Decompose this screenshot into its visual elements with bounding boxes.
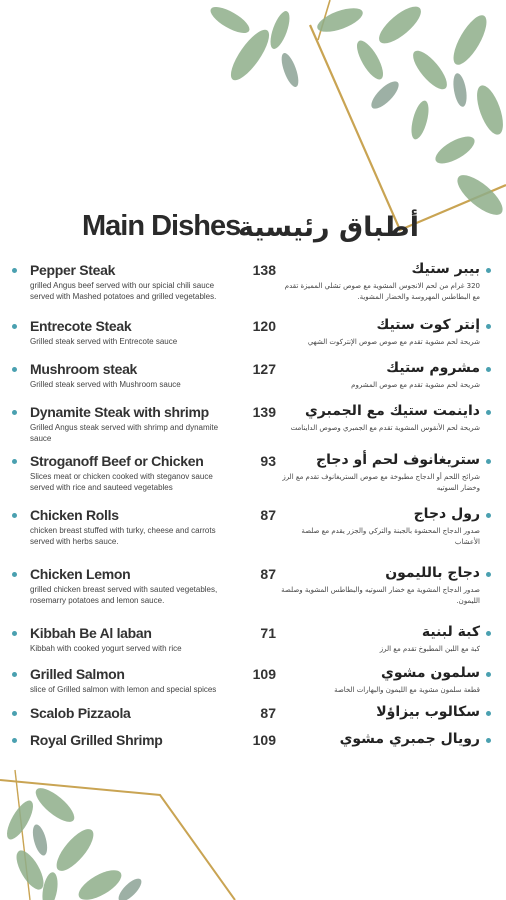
bullet-icon <box>12 410 17 415</box>
dish-description-english: slice of Grilled salmon with lemon and special spices <box>30 685 217 694</box>
dish-name-arabic: دجاج بالليمون <box>385 565 480 581</box>
dish-price: 138 <box>252 262 276 278</box>
dish-price: 139 <box>252 404 276 420</box>
bullet-icon <box>486 572 491 577</box>
dish-description-arabic: صدور الدجاج المحشوة بالجبنة والتركي والجزر يقدم مع صلصة الأعشاب <box>301 527 480 546</box>
bullet-icon <box>12 459 17 464</box>
dish-name-arabic: داينمت ستيك مع الجمبري <box>304 403 480 419</box>
dish-name-arabic: سكالوب بيزاؤلا <box>376 704 480 720</box>
bullet-icon <box>486 367 491 372</box>
bullet-icon <box>486 459 491 464</box>
dish-name-english: Pepper Steak <box>30 262 116 278</box>
dish-name-english: Chicken Rolls <box>30 507 119 523</box>
dish-name-arabic: ستريغانوف لحم أو دجاج <box>316 452 480 468</box>
bullet-icon <box>486 738 491 743</box>
dish-name-arabic: كبة لبنية <box>421 624 480 640</box>
dish-description-arabic: قطعة سلمون مشوية مع الليمون والبهارات الخاصة <box>334 686 480 694</box>
dish-name-arabic: رويال جمبري مشوي <box>339 731 480 747</box>
dish-name-english: Mushroom steak <box>30 361 138 377</box>
leaf-frame-decoration-bottom <box>0 760 250 900</box>
dish-description-arabic: 320 غرام من لحم الانجوس المشوية مع صوص تشلي المميزة تقدم مع البطاطس المهروسة والخضار المشوية. <box>284 282 480 301</box>
bullet-icon <box>486 324 491 329</box>
dish-name-english: Stroganoff Beef or Chicken <box>30 453 204 469</box>
dish-name-english: Grilled Salmon <box>30 666 125 682</box>
bullet-icon <box>486 711 491 716</box>
dish-name-arabic: سلمون مشوي <box>381 665 480 681</box>
bullet-icon <box>486 410 491 415</box>
dish-name-english: Entrecote Steak <box>30 318 132 334</box>
bullet-icon <box>486 268 491 273</box>
dish-name-english: Chicken Lemon <box>30 566 131 582</box>
bullet-icon <box>12 738 17 743</box>
title-arabic: أطباق رئيسية <box>238 212 419 243</box>
bullet-icon <box>12 268 17 273</box>
dish-name-english: Scalob Pizzaola <box>30 705 131 721</box>
dish-price: 93 <box>260 453 276 469</box>
dish-name-english: Dynamite Steak with shrimp <box>30 404 209 420</box>
dish-price: 127 <box>252 361 276 377</box>
dish-price: 109 <box>252 732 276 748</box>
dish-description-english: chicken breast stuffed with turky, cheese and carrots served with herbs sauce. <box>30 526 216 546</box>
bullet-icon <box>12 631 17 636</box>
bullet-icon <box>486 672 491 677</box>
dish-name-english: Royal Grilled Shrimp <box>30 732 163 748</box>
dish-price: 87 <box>260 507 276 523</box>
dish-price: 120 <box>252 318 276 334</box>
dish-description-arabic: صدور الدجاج المشوية مع خضار السوتيه والبطاطس المشوية وصلصة الليمون. <box>281 586 480 605</box>
dish-name-arabic: رول دجاج <box>413 506 480 522</box>
title-english: Main Dishes <box>82 210 241 242</box>
dish-name-english: Kibbah Be Al laban <box>30 625 152 641</box>
dish-description-arabic: شرائح اللحم أو الدجاج مطبوخة مع صوص الستريغانوف تقدم مع الرز وخضار السوتيه <box>282 473 480 492</box>
bullet-icon <box>12 572 17 577</box>
dish-description-english: Kibbah with cooked yogurt served with rice <box>30 644 182 653</box>
dish-name-arabic: مشروم ستيك <box>386 360 480 376</box>
bullet-icon <box>12 367 17 372</box>
bullet-icon <box>486 631 491 636</box>
dish-description-arabic: كبة مع اللبن المطبوخ تقدم مع الرز <box>379 645 480 653</box>
dish-price: 109 <box>252 666 276 682</box>
dish-description-english: Grilled steak served with Entrecote sauce <box>30 337 178 346</box>
dish-description-english: Slices meat or chicken cooked with steganov sauce served with rice and sauteed vegetables <box>30 472 213 492</box>
dish-name-arabic: إنتر كوت ستيك <box>376 317 480 333</box>
dish-price: 87 <box>260 566 276 582</box>
dish-description-english: grilled Angus beef served with our spicial chili sauce served with Mashed potatoes and grilled vegetables. <box>30 281 217 301</box>
dish-description-english: Grilled Angus steak served with shrimp and dynamite sauce <box>30 423 219 443</box>
bullet-icon <box>486 513 491 518</box>
dish-description-arabic: شريحة لحم مشوية تقدم مع صوص المشروم <box>351 381 480 389</box>
dish-description-arabic: شريحة لحم مشوية تقدم مع صوص صوص الإنتركوت الشهي <box>307 338 480 346</box>
dish-description-english: Grilled steak served with Mushroom sauce <box>30 380 181 389</box>
dish-price: 71 <box>260 625 276 641</box>
bullet-icon <box>12 513 17 518</box>
dish-price: 87 <box>260 705 276 721</box>
dish-description-english: grilled chicken breast served with sauted vegetables, rosemarry potatoes and lemon sauce. <box>30 585 218 605</box>
dish-name-arabic: بيبر ستيك <box>411 261 480 277</box>
bullet-icon <box>12 711 17 716</box>
bullet-icon <box>12 672 17 677</box>
bullet-icon <box>12 324 17 329</box>
dish-description-arabic: شريحة لحم الأنقوس المشوية تقدم مع الجمبري وصوص الداينامت <box>290 424 480 432</box>
